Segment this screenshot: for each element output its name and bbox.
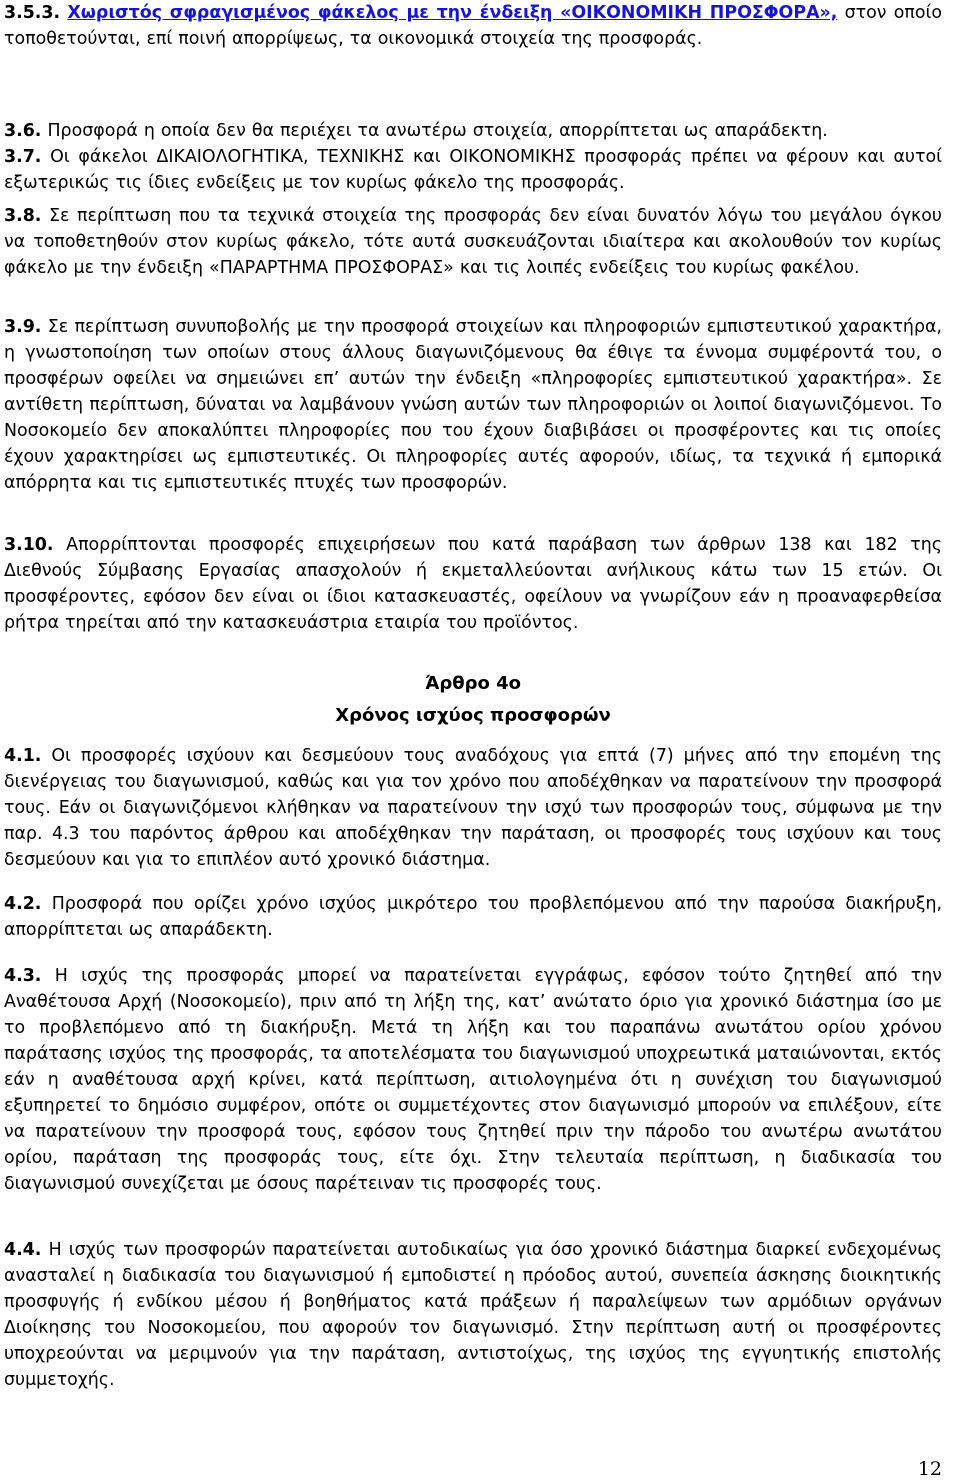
- article-subtitle: Χρόνος ισχύος προσφορών: [335, 705, 611, 726]
- article-title: Άρθρο 4ο: [424, 673, 521, 694]
- paragraph-4-2: [4, 891, 942, 943]
- paragraph-text: Σε περίπτωση που τα τεχνικά στοιχεία της προσφοράς δεν είναι δυνατόν λόγω του μεγάλου όγκου να τοποθετηθούν στον κυρίως φάκελο, τότε αυτά συσκευάζονται ιδιαίτερα και ακολουθούν τον κυρίως φάκελο με την ένδειξη «ΠΑΡΑΡΤΗΜΑ ΠΡΟΣΦΟΡΑΣ» και τις λοιπές ενδείξεις του κυρίως φακέλου.: [4, 206, 942, 278]
- paragraph-text: Απορρίπτονται προσφορές επιχειρήσεων που κατά παράβαση των άρθρων 138 και 182 της Διεθνούς Σύμβασης Εργασίας απασχολούν ή εκμεταλλεύονται ανήλικους κάτω των 15 ετών. Οι προσφέροντες, εφόσον δεν είναι οι ίδιοι κατασκευαστές, οφείλουν να γνωρίζουν εάν η προαναφερθείσα ρήτρα τηρείται από την κατασκευάστρια εταιρία του προϊόντος.: [4, 535, 942, 633]
- paragraph-number: 3.9.: [4, 317, 42, 337]
- paragraph-text: Προσφορά η οποία δεν θα περιέχει τα ανωτέρω στοιχεία, απορρίπτεται ως απαράδεκτη.: [41, 121, 828, 141]
- paragraph-3-6: [4, 118, 942, 144]
- paragraph-number: 4.4.: [4, 1240, 42, 1260]
- paragraph-4-4: [4, 1237, 942, 1393]
- page-number: 12: [917, 1458, 942, 1480]
- paragraph-number: 3.6.: [4, 121, 42, 141]
- article-heading: [4, 668, 942, 732]
- paragraph-number: 4.2.: [4, 894, 42, 914]
- paragraph-number: 3.7.: [4, 147, 42, 167]
- paragraph-number: 4.1.: [4, 746, 42, 766]
- paragraph-number: 3.5.3.: [4, 3, 61, 23]
- paragraph-text: Σε περίπτωση συνυποβολής με την προσφορά στοιχείων και πληροφοριών εμπιστευτικού χαρακτήρα, η γνωστοποίηση των οποίων στους άλλους διαγωνιζόμενους θα έθιγε τα έννομα συμφέροντά του, ο προσφέρων οφείλει να σημειώνει επ’ αυτών την ένδειξη «πληροφορίες εμπιστευτικού χαρακτήρα». Σε αντίθετη περίπτωση, δύναται να λαμβάνουν γνώση αυτών των πληροφοριών οι λοιποί διαγωνιζόμενοι. Το Νοσοκομείο δεν αποκαλύπτει πληροφορίες που του έχουν διαβιβάσει οι προσφέροντες και τις οποίες έχουν χαρακτηρίσει ως εμπιστευτικές. Οι πληροφορίες αυτές αφορούν, ιδίως, τα τεχνικά ή εμπορικά απόρρητα και τις εμπιστευτικές πτυχές των προσφορών.: [4, 317, 942, 493]
- paragraph-4-3: [4, 963, 942, 1197]
- paragraph-number: 3.8.: [4, 206, 42, 226]
- paragraph-text: Οι προσφορές ισχύουν και δεσμεύουν τους αναδόχους για επτά (7) μήνες από την επομένη της διενέργειας του διαγωνισμού, καθώς και για τον χρόνο που αποδέχθηκαν να παρατείνουν την προσφορά τους. Εάν οι διαγωνιζόμενοι κλήθηκαν να παρατείνουν την ισχύ των προσφορών τους, σύμφωνα με την παρ. 4.3 του παρόντος άρθρου και αποδέχθηκαν την παράταση, οι προσφορές τους ισχύουν και τους δεσμεύουν και για το επιπλέον αυτό χρονικό διάστημα.: [4, 746, 942, 870]
- sealed-envelope-heading: Χωριστός σφραγισμένος φάκελος με την ένδειξη «ΟΙΚΟΝΟΜΙΚΗ ΠΡΟΣΦΟΡΑ»,: [67, 3, 838, 23]
- paragraph-4-1: [4, 743, 942, 873]
- paragraph-text: Η ισχύς της προσφοράς μπορεί να παρατείνεται εγγράφως, εφόσον τούτο ζητηθεί από την Αναθέτουσα Αρχή (Νοσοκομείο), πριν από τη λήξη της, κατ’ ανώτατο όριο για χρονικό διάστημα ίσο με το προβλεπόμενο από τη διακήρυξη. Μετά τη λήξη και του παραπάνω ανωτάτου ορίου χρόνου παράτασης ισχύος της προσφοράς, τα αποτελέσματα του διαγωνισμού υποχρεωτικά ματαιώνονται, εκτός εάν η αναθέτουσα αρχή κρίνει, κατά περίπτωση, αιτιολογημένα ότι η συνέχιση του διαγωνισμού εξυπηρετεί το δημόσιο συμφέρον, οπότε οι συμμετέχοντες στον διαγωνισμό μπορούν να επιλέξουν, είτε να παρατείνουν την προσφορά τους, εφόσον τους ζητηθεί πριν την πάροδο του ανωτέρω ανωτάτου ορίου, παράταση της προσφοράς τους, είτε όχι. Στην τελευταία περίπτωση, η διαδικασία του διαγωνισμού συνεχίζεται με όσους παρέτειναν τις προσφορές τους.: [4, 966, 942, 1194]
- paragraph-number: 4.3.: [4, 966, 42, 986]
- paragraph-3-9: [4, 314, 942, 496]
- paragraph-text: Οι φάκελοι ΔΙΚΑΙΟΛΟΓΗΤΙΚΑ, ΤΕΧΝΙΚΗΣ και ΟΙΚΟΝΟΜΙΚΗΣ προσφοράς πρέπει να φέρουν και αυτοί εξωτερικώς τις ίδιες ενδείξεις με τον κυρίως φάκελο της προσφοράς.: [4, 147, 942, 193]
- paragraph-text: Η ισχύς των προσφορών παρατείνεται αυτοδικαίως για όσο χρονικό διάστημα διαρκεί ενδεχομένως ανασταλεί η διαδικασία του διαγωνισμού ή εμποδιστεί η πρόοδος αυτού, συνεπεία άσκησης διοικητικής προσφυγής ή ενδίκου μέσου ή βοηθήματος κατά πράξεων ή παραλείψεων των αρμόδιων οργάνων Διοίκησης του Νοσοκομείου, που αφορούν τον διαγωνισμό. Στην περίπτωση αυτή οι προσφέροντες υποχρεούνται να μεριμνούν για την παράταση, αντιστοίχως, της ισχύος της εγγυητικής επιστολής συμμετοχής.: [4, 1240, 942, 1390]
- paragraph-number: 3.10.: [4, 535, 54, 555]
- paragraph-3-7: [4, 144, 942, 196]
- paragraph-text: Προσφορά που ορίζει χρόνο ισχύος μικρότερο του προβλεπόμενου από την παρούσα διακήρυξη, απορρίπτεται ως απαράδεκτη.: [4, 894, 942, 940]
- paragraph-3-5-3: [4, 0, 942, 52]
- paragraph-text: στον οποίο τοποθετούνται, επί ποινή απορρίψεως, τα οικονομικά στοιχεία της προσφοράς.: [4, 3, 942, 49]
- paragraph-3-10: [4, 532, 942, 636]
- paragraph-3-8: [4, 203, 942, 281]
